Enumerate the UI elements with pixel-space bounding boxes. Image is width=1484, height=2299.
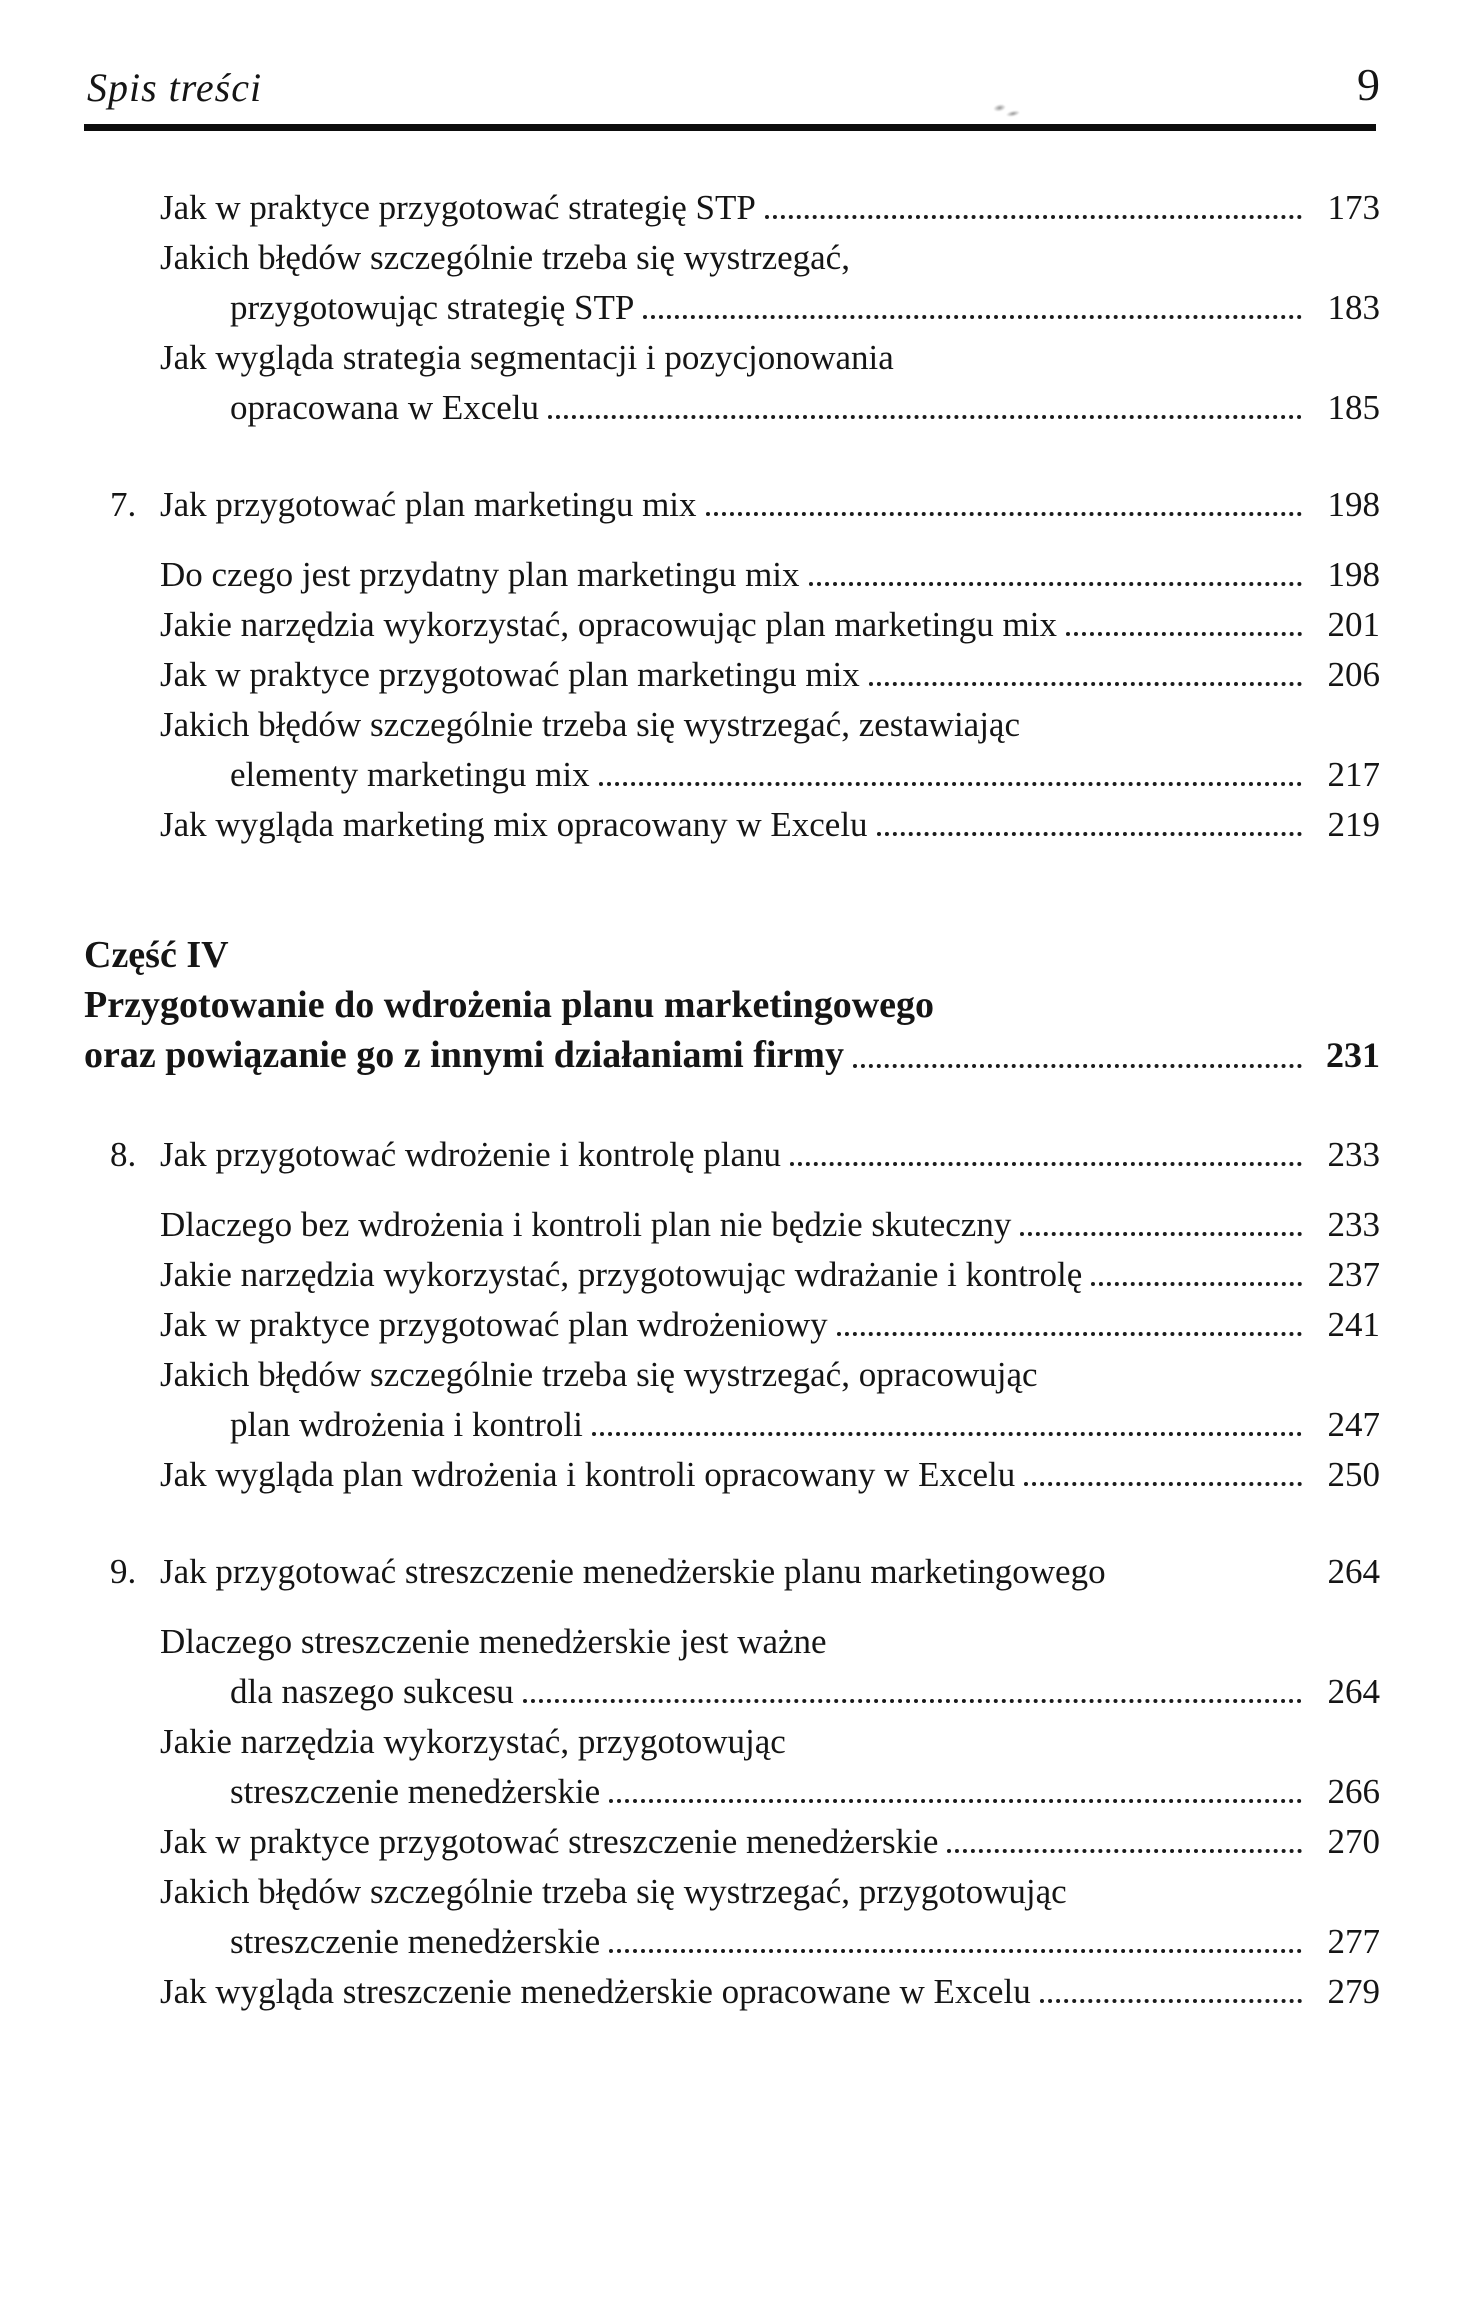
entry-text: przygotowując strategię STP	[230, 288, 635, 327]
dot-leader	[1020, 1232, 1302, 1236]
toc-entry-row	[160, 1356, 1380, 1393]
part-heading-text: Przygotowanie do wdrożenia planu marketingowego	[84, 984, 935, 1026]
toc-entry-row	[160, 1206, 1380, 1243]
page-title: Spis treści	[87, 65, 263, 110]
page-number: 241	[1327, 1305, 1380, 1344]
toc-entry-row	[160, 1873, 1380, 1910]
page-number: 198	[1327, 555, 1380, 594]
page-number: 198	[1327, 485, 1380, 524]
entry-text: Jak przygotować streszczenie menedżerskie planu marketingowego	[160, 1552, 1106, 1591]
part-heading-text: Część IV	[84, 934, 229, 976]
dot-leader	[869, 682, 1302, 686]
toc-entry-row	[160, 806, 1380, 843]
toc-entry-row	[160, 339, 1380, 376]
entry-text: Jakich błędów szczególnie trzeba się wystrzegać, przygotowując	[160, 1872, 1067, 1911]
toc-entry-row	[160, 1673, 1380, 1710]
page-number: 185	[1327, 388, 1380, 427]
toc-entry-row	[160, 1406, 1380, 1443]
toc-entry-row	[160, 1923, 1380, 1960]
dot-leader	[706, 512, 1302, 516]
toc-entry-row	[160, 1456, 1380, 1493]
dot-leader	[1066, 632, 1302, 636]
page-content	[84, 0, 1380, 2010]
dot-leader	[1040, 1999, 1302, 2003]
entry-text: Jak wygląda strategia segmentacji i pozycjonowania	[160, 338, 894, 377]
page-number: 233	[1327, 1135, 1380, 1174]
page-number: 233	[1327, 1205, 1380, 1244]
part-heading	[84, 934, 1380, 1076]
entry-text: streszczenie menedżerskie	[230, 1772, 601, 1811]
entry-text: Jakie narzędzia wykorzystać, przygotowując	[160, 1722, 786, 1761]
toc-entry-row	[160, 656, 1380, 693]
dot-leader	[548, 415, 1302, 419]
dot-leader	[643, 315, 1302, 319]
entry-text: Jakich błędów szczególnie trzeba się wystrzegać, opracowując	[160, 1355, 1038, 1394]
page-number: 250	[1327, 1455, 1380, 1494]
toc-entry-row	[160, 1306, 1380, 1343]
entry-text: streszczenie menedżerskie	[230, 1922, 601, 1961]
toc-entry-row	[160, 1773, 1380, 1810]
entry-text: Jak w praktyce przygotować strategię STP	[160, 188, 756, 227]
dot-leader	[809, 582, 1302, 586]
page-number: 247	[1327, 1405, 1380, 1444]
toc-chapter-row	[110, 1553, 1380, 1590]
page-number: 173	[1327, 188, 1380, 227]
dot-leader	[523, 1699, 1302, 1703]
toc-entry-row	[160, 239, 1380, 276]
entry-text: Jakich błędów szczególnie trzeba się wystrzegać,	[160, 238, 850, 277]
toc-entry-row	[160, 289, 1380, 326]
dot-leader	[853, 1064, 1302, 1068]
entry-text: Jak przygotować plan marketingu mix	[160, 485, 697, 524]
dot-leader	[609, 1949, 1302, 1953]
page-number: 270	[1327, 1822, 1380, 1861]
part-heading-line	[84, 934, 1380, 976]
chapter-number: 7.	[110, 485, 137, 524]
entry-text: Dlaczego streszczenie menedżerskie jest ważne	[160, 1622, 827, 1661]
entry-text: Jak w praktyce przygotować plan wdrożeniowy	[160, 1305, 828, 1344]
toc-entry-row	[160, 1973, 1380, 2010]
chapter-number: 9.	[110, 1552, 137, 1591]
toc-entry-row	[160, 556, 1380, 593]
dot-leader	[877, 832, 1302, 836]
page-number: 217	[1327, 755, 1380, 794]
entry-text: Jakie narzędzia wykorzystać, przygotowując wdrażanie i kontrolę	[160, 1255, 1083, 1294]
entry-text: Jak w praktyce przygotować plan marketingu mix	[160, 655, 860, 694]
page-number: 279	[1327, 1972, 1380, 2011]
toc-entry-row	[160, 1723, 1380, 1760]
entry-text: Jak wygląda streszczenie menedżerskie opracowane w Excelu	[160, 1972, 1031, 2011]
toc-chapter-row	[110, 1136, 1380, 1173]
entry-text: elementy marketingu mix	[230, 755, 590, 794]
dot-leader	[599, 782, 1302, 786]
page-number: 201	[1327, 605, 1380, 644]
entry-text: Jakie narzędzia wykorzystać, opracowując plan marketingu mix	[160, 605, 1057, 644]
dot-leader	[765, 215, 1302, 219]
dot-leader	[790, 1162, 1302, 1166]
part-heading-line	[84, 1034, 1380, 1076]
chapter-number: 8.	[110, 1135, 137, 1174]
entry-text: Jak wygląda plan wdrożenia i kontroli opracowany w Excelu	[160, 1455, 1016, 1494]
dot-leader	[947, 1849, 1302, 1853]
dot-leader	[609, 1799, 1302, 1803]
entry-text: opracowana w Excelu	[230, 388, 540, 427]
entry-text: Jak w praktyce przygotować streszczenie menedżerskie	[160, 1822, 939, 1861]
toc-entry-row	[160, 706, 1380, 743]
toc-chapter-row	[110, 486, 1380, 523]
toc-entry-row	[160, 1623, 1380, 1660]
page-number: 219	[1327, 805, 1380, 844]
header-rule	[84, 124, 1376, 131]
entry-text: Jak wygląda marketing mix opracowany w Excelu	[160, 805, 868, 844]
page-number: 264	[1327, 1672, 1380, 1711]
part-heading-text: oraz powiązanie go z innymi działaniami firmy	[84, 1034, 844, 1076]
toc-entry-row	[160, 606, 1380, 643]
part-heading-line	[84, 984, 1380, 1026]
entry-text: Dlaczego bez wdrożenia i kontroli plan nie będzie skuteczny	[160, 1205, 1012, 1244]
page-number: 264	[1327, 1552, 1380, 1591]
header-page-number: 9	[1357, 59, 1380, 110]
page-number: 266	[1327, 1772, 1380, 1811]
entry-text: Jakich błędów szczególnie trzeba się wystrzegać, zestawiając	[160, 705, 1020, 744]
dot-leader	[837, 1332, 1302, 1336]
page-number: 231	[1326, 1035, 1380, 1075]
entry-text: plan wdrożenia i kontroli	[230, 1405, 583, 1444]
page-number: 183	[1327, 288, 1380, 327]
toc-entry-row	[160, 1823, 1380, 1860]
toc-entry-row	[160, 189, 1380, 226]
page-number: 206	[1327, 655, 1380, 694]
toc-entry-row	[160, 389, 1380, 426]
toc-entry-row	[160, 1256, 1380, 1293]
entry-text: Jak przygotować wdrożenie i kontrolę planu	[160, 1135, 782, 1174]
dot-leader	[592, 1432, 1302, 1436]
dot-leader	[1091, 1282, 1302, 1286]
toc-entry-row	[160, 756, 1380, 793]
entry-text: dla naszego sukcesu	[230, 1672, 514, 1711]
running-header	[84, 0, 1380, 108]
page-number: 237	[1327, 1255, 1380, 1294]
toc-list	[84, 189, 1380, 2010]
entry-text: Do czego jest przydatny plan marketingu mix	[160, 555, 800, 594]
page-number: 277	[1327, 1922, 1380, 1961]
dot-leader	[1024, 1482, 1302, 1486]
